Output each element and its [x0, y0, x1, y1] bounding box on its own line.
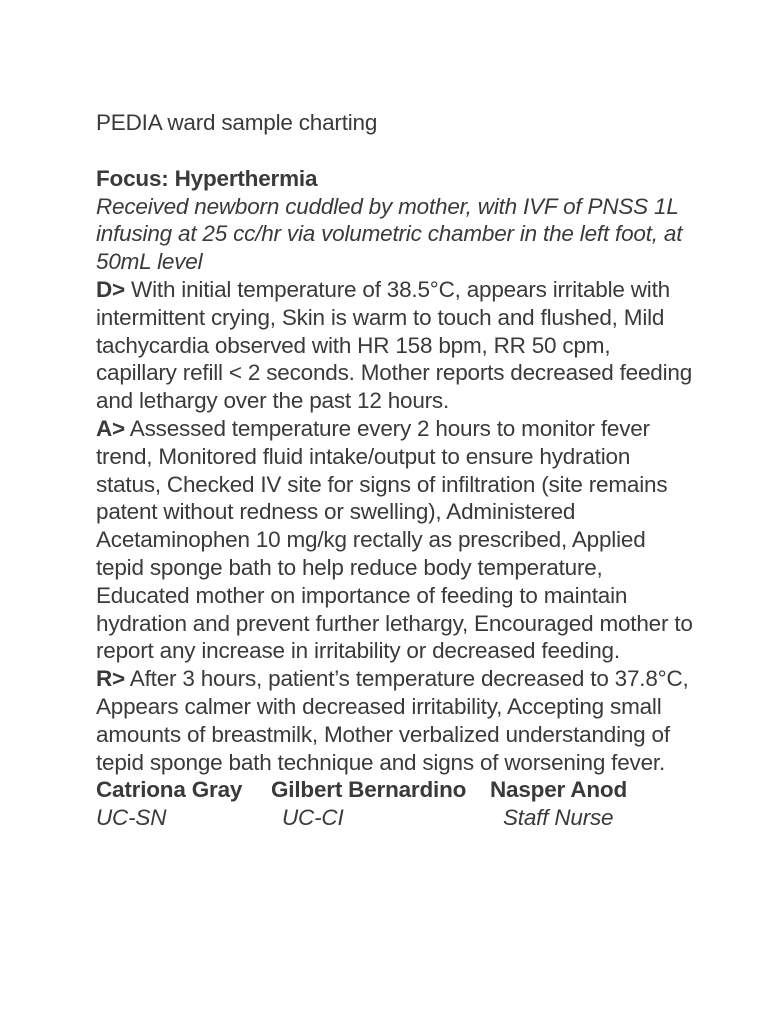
response-label: R> [96, 666, 125, 692]
action-label: A> [96, 415, 125, 441]
signature-roles [96, 804, 696, 832]
response-text: After 3 hours, patient’s temperature decreased to 37.8°C, Appears calmer with decreased irritability, Accepting small amounts of breastmilk, Mother verbalized understanding of tepid sponge bath technique and signs of worsening fever. [96, 666, 689, 775]
signature-role: UC-SN [96, 805, 167, 831]
blank-line [96, 137, 696, 165]
signature-role: UC-CI [282, 805, 344, 831]
intro-note: Received newborn cuddled by mother, with IVF of PNSS 1L infusing at 25 cc/hr via volumetric chamber in the left foot, at 50mL level [96, 193, 683, 275]
response-section [96, 665, 696, 776]
data-section [96, 276, 696, 415]
focus-heading: Focus: Hyperthermia [96, 165, 318, 191]
signature-name: Gilbert Bernardino [271, 777, 467, 803]
signature-names [96, 776, 696, 804]
signature-name: Nasper Anod [490, 777, 627, 803]
page-title: PEDIA ward sample charting [96, 110, 378, 135]
action-text: Assessed temperature every 2 hours to monitor fever trend, Monitored fluid intake/output to ensure hydration status, Checked IV site for signs of infiltration (site remains patent without redness or swelling), Administered Acetaminophen 10 mg/kg rectally as prescribed, Applied tepid sponge bath to help reduce body temperature, Educated mother on importance of feeding to maintain hydration and prevent further lethargy, Encouraged mother to report any increase in irritability or decreased feeding. [96, 415, 693, 664]
data-label: D> [96, 276, 125, 302]
data-text: With initial temperature of 38.5°C, appears irritable with intermittent crying, Skin is warm to touch and flushed, Mild tachycardia observed with HR 158 bpm, RR 50 cpm, capillary refill < 2 seconds. Mother reports decreased feeding and lethargy over the past 12 hours. [96, 276, 693, 414]
charting-document [96, 109, 696, 832]
signature-role: Staff Nurse [503, 805, 614, 831]
action-section [96, 415, 696, 665]
signature-name: Catriona Gray [96, 777, 243, 803]
